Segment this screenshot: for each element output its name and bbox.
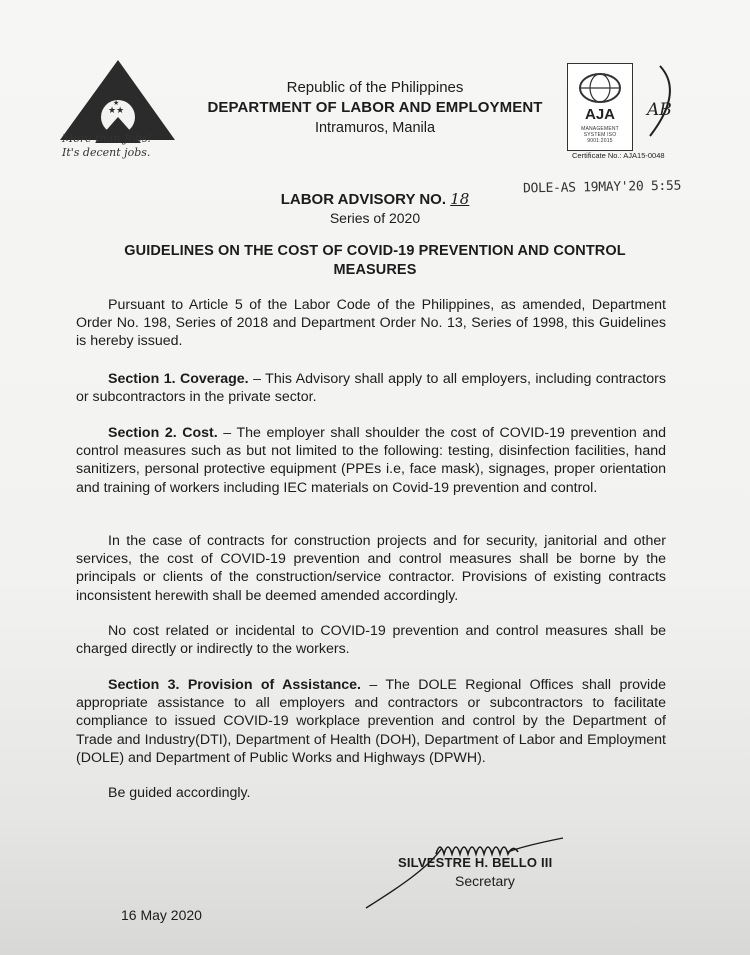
globe-icon [568, 64, 632, 108]
dole-tagline: More than Jobs! It's decent jobs. [62, 132, 152, 159]
section-3-paragraph: Section 3. Provision of Assistance. – The DOLE Regional Offices shall provide appropriate assistance to all employers and contractors or subcontractors to facilitate compliance to issued COVID-19 workplace prevention and control by the Department of Trade and Industry(DTI), Department of Health (DOH), Department of Labor and Employment (DOLE) and Department of Public Works and Highways (DPWH). [76, 677, 666, 766]
advisory-series: Series of 2020 [329, 210, 421, 226]
section-2-heading: Section 2. Cost. [108, 425, 218, 441]
advisory-label: LABOR ADVISORY NO. [280, 191, 447, 208]
document-date: 16 May 2020 [121, 907, 202, 923]
republic-line: Republic of the Philippines [286, 79, 464, 96]
section-2-paragraph: Section 2. Cost. – The employer shall shoulder the cost of COVID-19 prevention and control measures such as but not limited to the following: testing, disinfection facilities, hand sanitizers, personal protective equipment (PPEs i.e, face mask), signages, proper orientation and training of workers including IEC materials on Covid-19 prevention and control. [76, 425, 666, 496]
preamble-paragraph: Pursuant to Article 5 of the Labor Code of the Philippines, as amended, Department Order No. 198, Series of 2018 and Department Order No. 13, Series of 1998, this Guidelines is hereby issued. [76, 297, 666, 350]
advisory-heading [250, 190, 500, 227]
received-stamp: DOLE-AS 19MAY'20 5:55 [522, 178, 682, 197]
letterhead [190, 78, 560, 138]
section-3-heading: Section 3. Provision of Assistance. [108, 677, 361, 693]
contracts-paragraph: In the case of contracts for construction projects and for security, janitorial and other services, the cost of COVID-19 prevention and control measures shall be borne by the principals or clients of the construction/service contractor. Provisions of existing contracts inconsistent herewith shall be deemed amended accordingly. [76, 533, 666, 604]
signatory-name: SILVESTRE H. BELLO III [398, 855, 553, 870]
closing-line: Be guided accordingly. [108, 785, 251, 801]
section-1-paragraph: Section 1. Coverage. – This Advisory shall apply to all employers, including contractors or subcontractors in the private sector. [76, 371, 666, 406]
aja-certification-logo: AJA MANAGEMENT SYSTEM ISO 9001:2015 [567, 63, 633, 151]
advisory-number: 18 [450, 190, 470, 208]
section-1-heading: Section 1. Coverage. [108, 371, 249, 387]
svg-text:★★: ★★ [108, 106, 125, 116]
document-title: GUIDELINES ON THE COST OF COVID-19 PREVENTION AND CONTROL MEASURES [124, 243, 626, 278]
signatory-title: Secretary [455, 873, 515, 889]
no-cost-paragraph: No cost related or incidental to COVID-19 prevention and control measures shall be charged directly or indirectly to the workers. [76, 623, 666, 658]
svg-text:★: ★ [113, 99, 120, 107]
department-name: DEPARTMENT OF LABOR AND EMPLOYMENT [207, 99, 543, 116]
office-location: Intramuros, Manila [314, 120, 436, 136]
certificate-number: Certificate No.: AJA15-0048 [572, 151, 665, 160]
ab-mark: AB [647, 100, 672, 120]
